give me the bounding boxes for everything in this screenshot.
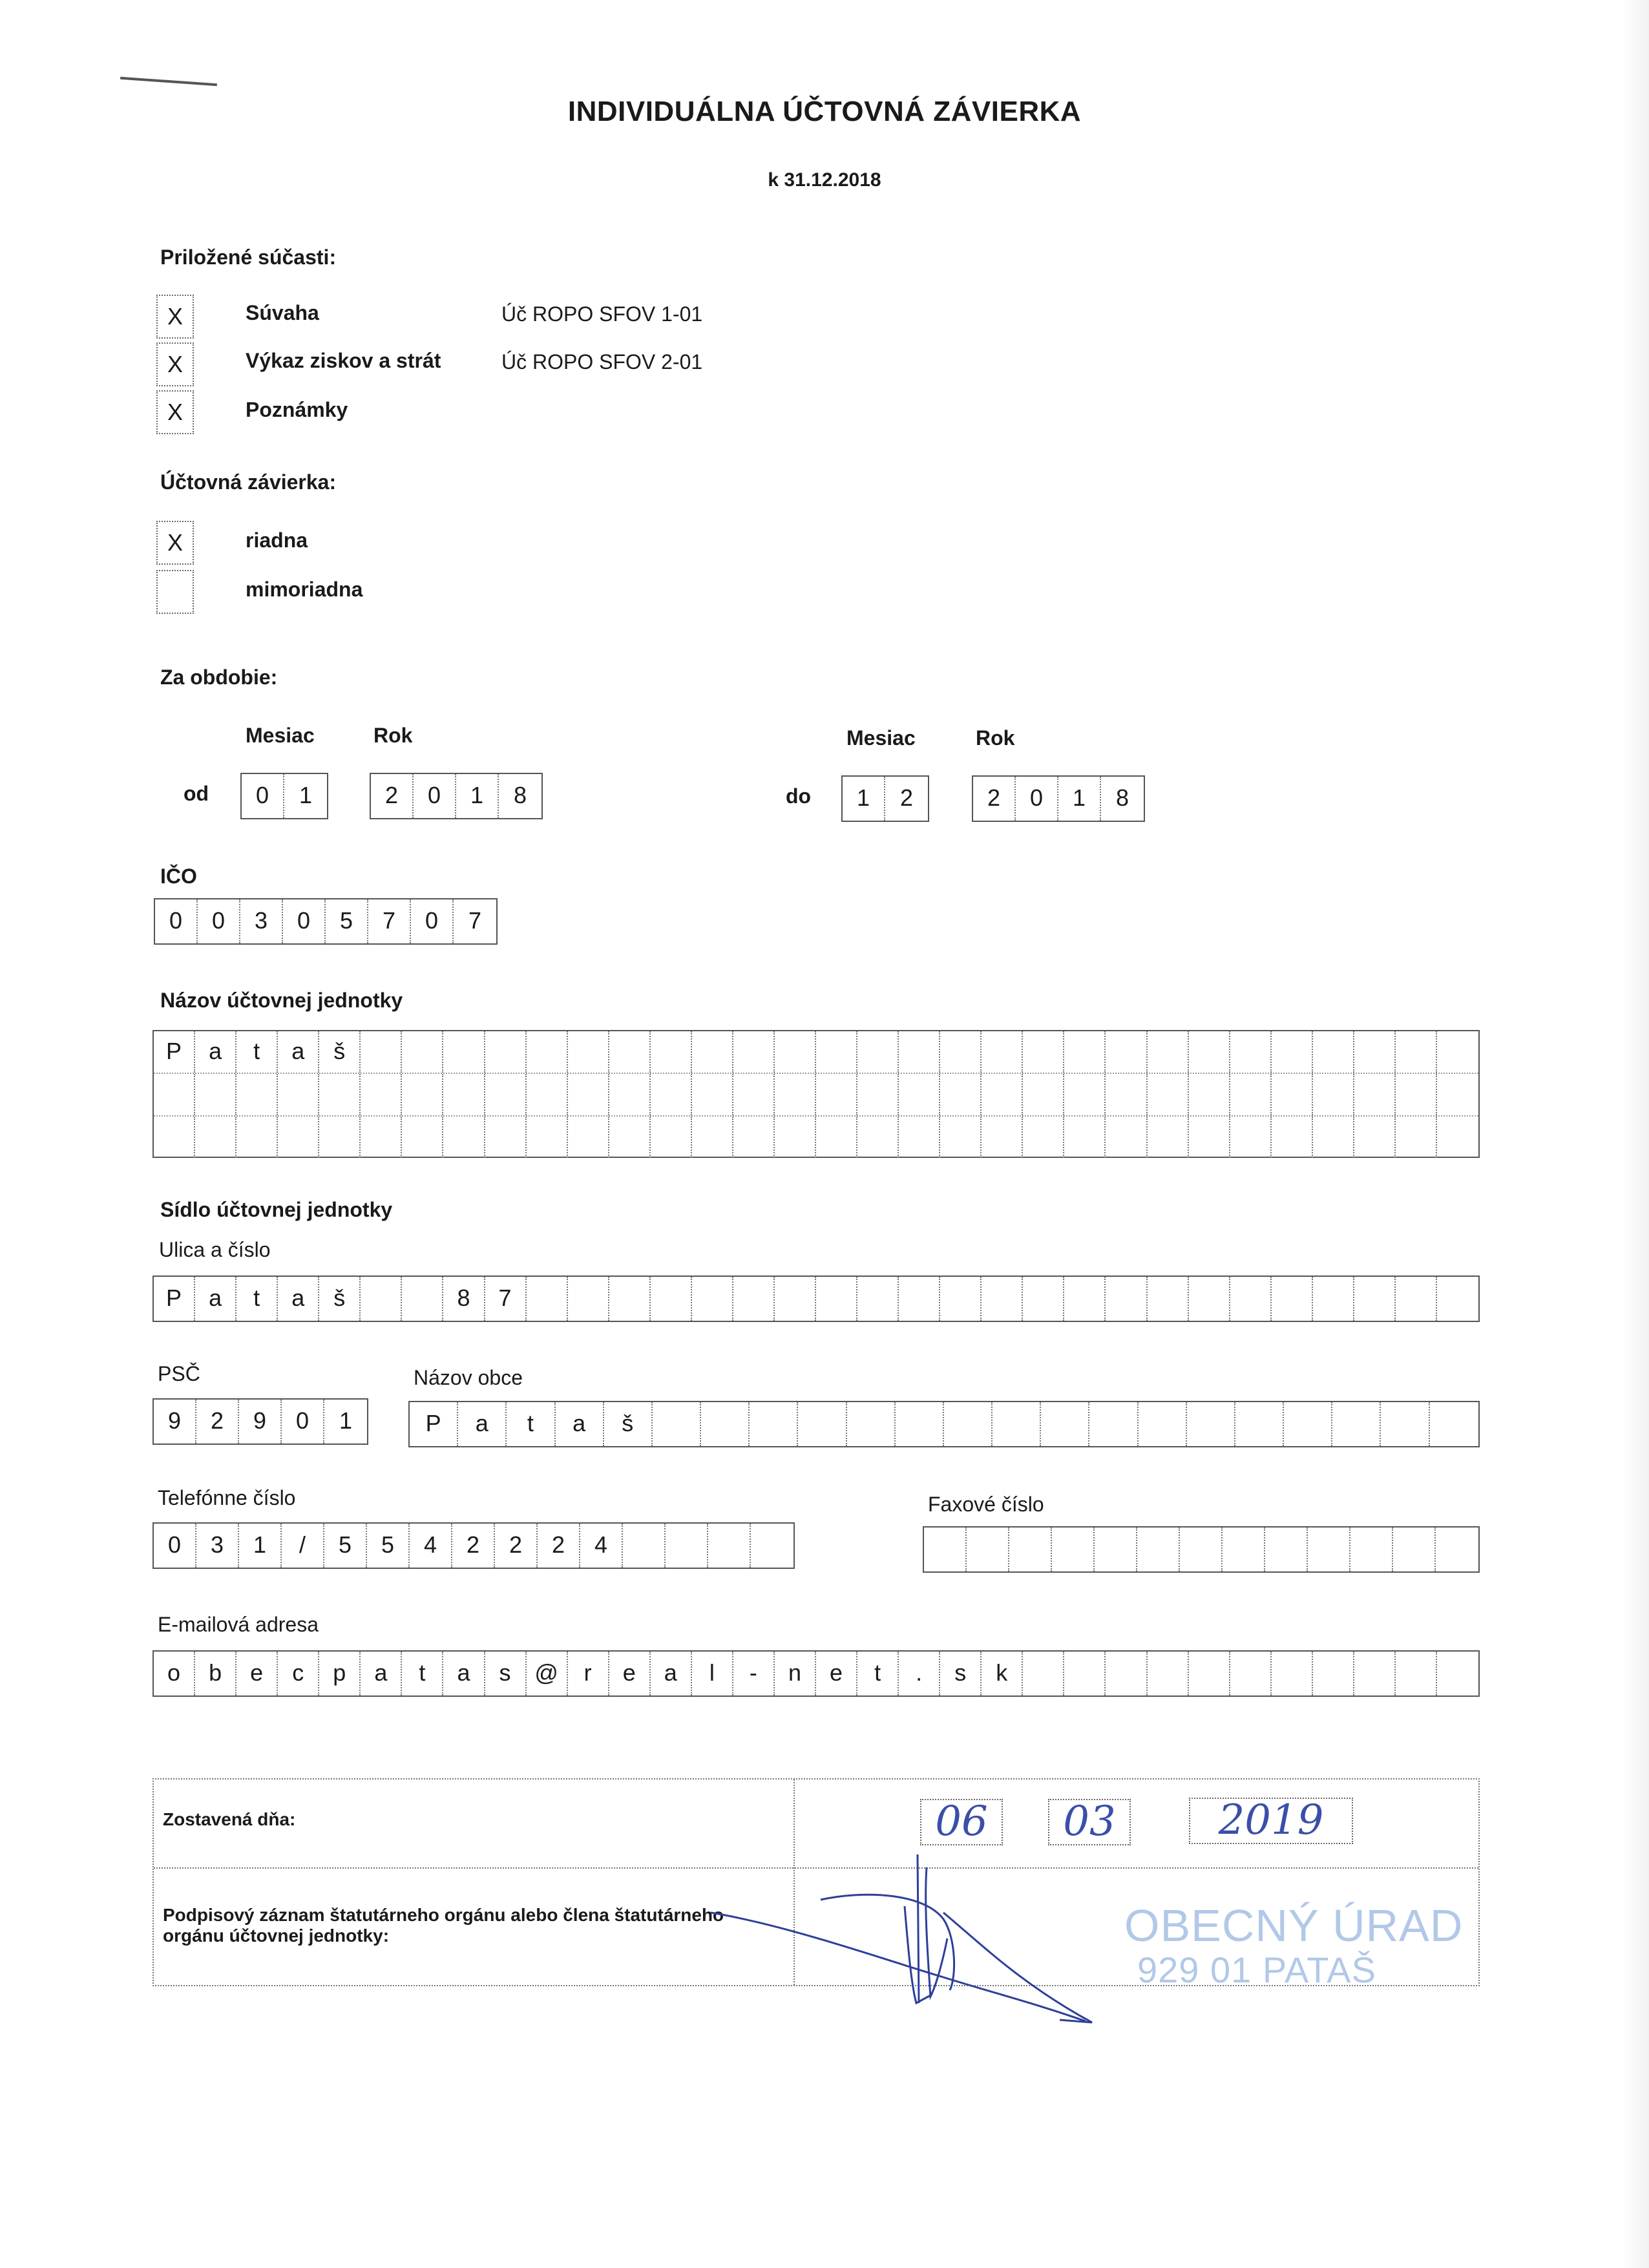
char-cell: a	[195, 1031, 236, 1073]
label-poznamky: Poznámky	[246, 398, 348, 421]
char-cell: n	[775, 1652, 816, 1696]
char-cell	[775, 1074, 816, 1115]
phone-label: Telefónne číslo	[158, 1486, 296, 1509]
char-cell: 1	[239, 1524, 282, 1568]
char-cell	[1139, 1402, 1187, 1446]
char-cell	[733, 1031, 775, 1073]
char-cell	[154, 1074, 195, 1115]
char-cell	[1265, 1528, 1308, 1571]
char-cell	[692, 1117, 733, 1158]
char-cell	[1313, 1074, 1354, 1115]
char-cell	[485, 1031, 527, 1073]
char-cell: e	[816, 1652, 857, 1696]
char-cell	[1272, 1277, 1313, 1321]
char-cell	[651, 1031, 692, 1073]
digit-cell: 1	[299, 782, 313, 808]
char-cell	[609, 1031, 651, 1073]
digit-cell: 2	[973, 777, 1016, 821]
char-cell	[1023, 1074, 1064, 1115]
char-cell	[527, 1277, 568, 1321]
char-cell: /	[282, 1524, 324, 1568]
char-cell: a	[556, 1402, 604, 1446]
char-cell	[236, 1117, 278, 1158]
char-cell: 5	[367, 1524, 410, 1568]
char-cell	[1436, 1528, 1478, 1571]
char-cell: 2	[538, 1524, 580, 1568]
char-cell	[1308, 1528, 1350, 1571]
char-cell	[857, 1277, 899, 1321]
char-cell: a	[651, 1652, 692, 1696]
char-cell	[940, 1277, 982, 1321]
char-cell	[1437, 1277, 1478, 1321]
char-cell	[1137, 1528, 1180, 1571]
char-cell	[361, 1277, 402, 1321]
date-day: 06	[935, 1798, 988, 1845]
digit-cell: 0	[414, 774, 456, 818]
code-suvaha: Úč ROPO SFOV 1-01	[501, 302, 703, 326]
char-cell	[899, 1074, 940, 1115]
char-cell	[1106, 1117, 1147, 1158]
char-cell: e	[609, 1652, 651, 1696]
right-edge-shadow	[1622, 0, 1649, 2268]
char-cell	[1023, 1031, 1064, 1073]
from-label: od	[184, 782, 209, 805]
char-cell: 5	[324, 1524, 367, 1568]
char-cell: 0	[154, 1524, 196, 1568]
char-cell	[568, 1117, 609, 1158]
char-cell	[982, 1277, 1023, 1321]
code-vykaz: Úč ROPO SFOV 2-01	[501, 350, 703, 373]
fax-field[interactable]	[923, 1526, 1480, 1573]
char-cell	[402, 1277, 443, 1321]
char-cell	[993, 1402, 1041, 1446]
char-cell	[1272, 1652, 1313, 1696]
char-cell: s	[940, 1652, 982, 1696]
char-cell	[1272, 1074, 1313, 1115]
to-year-label: Rok	[976, 726, 1015, 750]
char-cell	[1354, 1074, 1396, 1115]
char-cell	[1437, 1074, 1478, 1115]
char-cell: c	[278, 1652, 319, 1696]
char-cell: 8	[443, 1277, 485, 1321]
char-cell	[701, 1402, 750, 1446]
char-cell	[1437, 1117, 1478, 1158]
char-cell	[940, 1117, 982, 1158]
char-cell	[692, 1031, 733, 1073]
char-cell	[1313, 1031, 1354, 1073]
date-year-field[interactable]	[1189, 1798, 1353, 1844]
digit-cell: 0	[411, 899, 454, 943]
char-cell	[1041, 1402, 1089, 1446]
char-cell: P	[410, 1402, 458, 1446]
char-cell	[1148, 1652, 1189, 1696]
char-cell	[816, 1074, 857, 1115]
document-date: k 31.12.2018	[768, 169, 881, 191]
char-cell: .	[899, 1652, 940, 1696]
char-cell	[1064, 1117, 1106, 1158]
digit-cell: 2	[371, 774, 414, 818]
ico-field[interactable]	[154, 898, 498, 945]
char-cell: t	[236, 1277, 278, 1321]
char-cell	[568, 1074, 609, 1115]
char-cell	[609, 1277, 651, 1321]
char-cell	[1064, 1074, 1106, 1115]
char-cell	[1148, 1117, 1189, 1158]
char-cell	[847, 1402, 896, 1446]
char-cell	[1189, 1117, 1230, 1158]
char-cell	[1430, 1402, 1478, 1446]
digit-cell: 7	[468, 907, 482, 934]
checkbox-mimoriadna[interactable]	[156, 570, 194, 614]
char-cell	[692, 1277, 733, 1321]
digit-cell: 7	[368, 899, 411, 943]
digit-cell: 8	[513, 782, 527, 808]
ico-label: IČO	[160, 865, 197, 888]
from-year-label: Rok	[373, 724, 413, 747]
to-month-field[interactable]	[841, 775, 929, 822]
char-cell	[1106, 1652, 1147, 1696]
char-cell: r	[568, 1652, 609, 1696]
char-cell	[568, 1277, 609, 1321]
char-cell: o	[154, 1652, 195, 1696]
char-cell	[896, 1402, 944, 1446]
char-cell	[666, 1524, 708, 1568]
char-cell	[527, 1074, 568, 1115]
char-cell	[1284, 1402, 1332, 1446]
char-cell: 1	[339, 1407, 353, 1434]
fax-label: Faxové číslo	[928, 1493, 1044, 1516]
char-cell	[733, 1277, 775, 1321]
char-cell	[1180, 1528, 1223, 1571]
char-cell	[1148, 1074, 1189, 1115]
to-label: do	[786, 784, 812, 808]
label-riadna: riadna	[246, 529, 308, 552]
char-cell: a	[458, 1402, 507, 1446]
label-suvaha: Súvaha	[246, 301, 319, 324]
char-cell: 4	[580, 1524, 623, 1568]
char-cell	[1230, 1277, 1272, 1321]
char-cell	[1189, 1652, 1230, 1696]
char-cell: 0	[282, 1400, 324, 1444]
char-cell: t	[402, 1652, 443, 1696]
stamp-line-2: 929 01 PATAŠ	[1137, 1949, 1376, 1990]
char-cell	[982, 1074, 1023, 1115]
char-cell	[195, 1074, 236, 1115]
char-cell: -	[733, 1652, 775, 1696]
char-cell	[154, 1117, 195, 1158]
char-cell	[899, 1031, 940, 1073]
char-cell	[1148, 1031, 1189, 1073]
char-cell	[402, 1117, 443, 1158]
date-label: Zostavená dňa:	[163, 1809, 296, 1829]
char-cell: š	[319, 1031, 361, 1073]
phone-field[interactable]	[152, 1522, 795, 1569]
label-vykaz: Výkaz ziskov a strát	[246, 349, 441, 372]
char-cell	[982, 1117, 1023, 1158]
char-cell	[775, 1117, 816, 1158]
char-cell	[485, 1074, 527, 1115]
char-cell	[924, 1528, 967, 1571]
char-cell	[899, 1277, 940, 1321]
char-cell	[1189, 1277, 1230, 1321]
char-cell: P	[154, 1277, 195, 1321]
char-cell	[1223, 1528, 1265, 1571]
digit-cell: 0	[283, 899, 326, 943]
char-cell	[733, 1074, 775, 1115]
char-cell	[623, 1524, 666, 1568]
checkbox-suvaha[interactable]: X	[156, 295, 194, 339]
char-cell	[775, 1277, 816, 1321]
date-year: 2019	[1218, 1796, 1324, 1844]
char-cell	[361, 1074, 402, 1115]
signature-label: Podpisový záznam štatutárneho orgánu alebo člena štatutárneho orgánu účtovnej jednotky:	[163, 1905, 724, 1946]
digit-cell: 2	[899, 784, 914, 811]
digit-cell: 3	[240, 899, 283, 943]
char-cell	[1354, 1277, 1396, 1321]
char-cell	[1187, 1402, 1235, 1446]
char-cell	[651, 1117, 692, 1158]
from-month-label: Mesiac	[246, 724, 315, 747]
char-cell	[609, 1117, 651, 1158]
char-cell	[402, 1031, 443, 1073]
char-cell	[1230, 1117, 1272, 1158]
char-cell	[319, 1074, 361, 1115]
digit-cell: 0	[155, 899, 198, 943]
char-cell	[1272, 1117, 1313, 1158]
char-cell	[1230, 1074, 1272, 1115]
char-cell	[1230, 1652, 1272, 1696]
char-cell: a	[361, 1652, 402, 1696]
char-cell	[651, 1074, 692, 1115]
char-cell: 7	[485, 1277, 527, 1321]
digit-cell: 0	[198, 899, 240, 943]
email-label: E-mailová adresa	[158, 1613, 319, 1636]
char-cell: š	[319, 1277, 361, 1321]
char-cell: 3	[196, 1524, 239, 1568]
char-cell	[1437, 1652, 1478, 1696]
char-cell	[527, 1031, 568, 1073]
char-cell	[1230, 1031, 1272, 1073]
char-cell: @	[527, 1652, 568, 1696]
char-cell: s	[485, 1652, 527, 1696]
char-cell	[1313, 1117, 1354, 1158]
char-cell	[1064, 1652, 1106, 1696]
char-cell: t	[236, 1031, 278, 1073]
char-cell	[1235, 1402, 1284, 1446]
char-cell	[1106, 1074, 1147, 1115]
char-cell	[1064, 1031, 1106, 1073]
street-label: Ulica a číslo	[159, 1238, 271, 1261]
char-cell: p	[319, 1652, 361, 1696]
char-cell	[775, 1031, 816, 1073]
char-cell	[653, 1402, 701, 1446]
char-cell	[1009, 1528, 1052, 1571]
char-cell: 2	[495, 1524, 538, 1568]
checkbox-poznamky[interactable]: X	[156, 390, 194, 434]
char-cell	[1052, 1528, 1095, 1571]
char-cell	[1106, 1031, 1147, 1073]
char-cell: 9	[239, 1400, 282, 1444]
char-cell	[1396, 1031, 1437, 1073]
char-cell: k	[982, 1652, 1023, 1696]
char-cell	[1396, 1074, 1437, 1115]
char-cell	[1189, 1074, 1230, 1115]
char-cell	[527, 1117, 568, 1158]
char-cell	[940, 1031, 982, 1073]
char-cell	[443, 1074, 485, 1115]
char-cell	[1332, 1402, 1381, 1446]
char-cell	[1396, 1117, 1437, 1158]
name-row	[154, 1074, 1478, 1117]
char-cell	[1393, 1528, 1436, 1571]
char-cell	[361, 1031, 402, 1073]
name-row	[154, 1117, 1478, 1158]
char-cell	[750, 1402, 798, 1446]
handwritten-signature	[711, 1829, 1163, 2048]
char-cell	[692, 1074, 733, 1115]
char-cell	[816, 1277, 857, 1321]
char-cell: t	[857, 1652, 899, 1696]
char-cell	[1350, 1528, 1393, 1571]
digit-cell: 1	[456, 774, 499, 818]
char-cell	[967, 1528, 1009, 1571]
char-cell	[443, 1117, 485, 1158]
checkbox-vykaz[interactable]: X	[156, 342, 194, 386]
label-mimoriadna: mimoriadna	[246, 578, 363, 601]
attachments-heading: Priložené súčasti:	[160, 246, 337, 269]
char-cell	[857, 1074, 899, 1115]
char-cell: P	[154, 1031, 195, 1073]
char-cell	[1089, 1402, 1138, 1446]
char-cell	[708, 1524, 751, 1568]
town-field[interactable]	[408, 1401, 1480, 1447]
char-cell: b	[195, 1652, 236, 1696]
char-cell	[1023, 1652, 1064, 1696]
char-cell	[1381, 1402, 1429, 1446]
street-field[interactable]	[152, 1276, 1480, 1322]
digit-cell: 0	[242, 774, 284, 818]
char-cell: 9	[154, 1400, 196, 1444]
char-cell	[1272, 1031, 1313, 1073]
char-cell	[402, 1074, 443, 1115]
char-cell: 2	[452, 1524, 495, 1568]
from-year-field[interactable]	[370, 773, 543, 819]
char-cell: a	[278, 1277, 319, 1321]
char-cell	[816, 1031, 857, 1073]
scan-mark	[120, 77, 217, 86]
char-cell	[319, 1117, 361, 1158]
char-cell	[1313, 1652, 1354, 1696]
seat-heading: Sídlo účtovnej jednotky	[160, 1198, 393, 1221]
date-month: 03	[1063, 1798, 1116, 1845]
char-cell	[751, 1524, 793, 1568]
char-cell	[651, 1277, 692, 1321]
digit-cell: 8	[1115, 784, 1129, 811]
to-month-label: Mesiac	[846, 726, 916, 750]
digit-cell: 0	[1016, 777, 1058, 821]
char-cell	[1106, 1277, 1147, 1321]
char-cell	[1396, 1277, 1437, 1321]
psc-field[interactable]	[152, 1398, 368, 1445]
name-row	[154, 1031, 1478, 1074]
period-heading: Za obdobie:	[160, 666, 278, 689]
char-cell	[568, 1031, 609, 1073]
psc-label: PSČ	[158, 1362, 200, 1385]
char-cell	[1437, 1031, 1478, 1073]
char-cell	[1354, 1117, 1396, 1158]
digit-cell: 5	[326, 899, 368, 943]
char-cell: 2	[196, 1400, 239, 1444]
char-cell	[899, 1117, 940, 1158]
digit-cell: 1	[1058, 777, 1101, 821]
char-cell	[1313, 1277, 1354, 1321]
char-cell	[443, 1031, 485, 1073]
char-cell	[1354, 1652, 1396, 1696]
char-cell	[609, 1074, 651, 1115]
char-cell	[236, 1074, 278, 1115]
char-cell	[944, 1402, 993, 1446]
char-cell	[1023, 1117, 1064, 1158]
char-cell	[798, 1402, 846, 1446]
char-cell	[1189, 1031, 1230, 1073]
char-cell: a	[195, 1277, 236, 1321]
char-cell: l	[692, 1652, 733, 1696]
char-cell	[940, 1074, 982, 1115]
char-cell: 4	[410, 1524, 452, 1568]
char-cell	[857, 1031, 899, 1073]
digit-cell: 1	[843, 777, 885, 821]
char-cell	[278, 1117, 319, 1158]
char-cell	[733, 1117, 775, 1158]
town-label: Názov obce	[414, 1366, 523, 1389]
char-cell	[1095, 1528, 1137, 1571]
name-label: Názov účtovnej jednotky	[160, 989, 403, 1012]
char-cell: š	[604, 1402, 653, 1446]
checkbox-riadna[interactable]: X	[156, 521, 194, 565]
char-cell	[982, 1031, 1023, 1073]
char-cell	[485, 1117, 527, 1158]
char-cell	[361, 1117, 402, 1158]
from-month-field[interactable]	[240, 773, 328, 819]
stamp-line-1: OBECNÝ ÚRAD	[1124, 1900, 1464, 1951]
closure-heading: Účtovná závierka:	[160, 470, 337, 494]
char-cell	[1396, 1652, 1437, 1696]
char-cell: e	[236, 1652, 278, 1696]
name-field[interactable]	[152, 1030, 1480, 1158]
char-cell: t	[507, 1402, 555, 1446]
char-cell: a	[443, 1652, 485, 1696]
char-cell	[1064, 1277, 1106, 1321]
char-cell: a	[278, 1031, 319, 1073]
char-cell	[1354, 1031, 1396, 1073]
char-cell	[1148, 1277, 1189, 1321]
document-title: INDIVIDUÁLNA ÚČTOVNÁ ZÁVIERKA	[567, 96, 1082, 127]
to-year-field[interactable]	[972, 775, 1145, 822]
char-cell	[857, 1117, 899, 1158]
char-cell	[1023, 1277, 1064, 1321]
email-field[interactable]	[152, 1650, 1480, 1697]
char-cell	[195, 1117, 236, 1158]
char-cell	[278, 1074, 319, 1115]
char-cell	[816, 1117, 857, 1158]
